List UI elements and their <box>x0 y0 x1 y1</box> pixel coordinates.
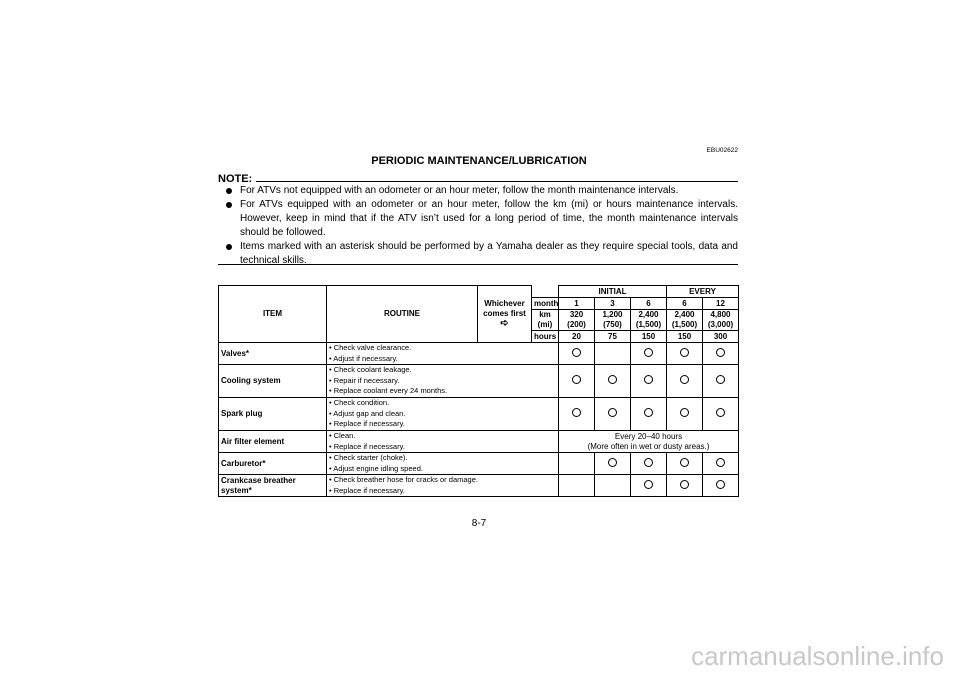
arrow-right-icon: ➪ <box>500 318 509 329</box>
routine-step: • Adjust gap and clean. <box>329 408 406 418</box>
interval-mark <box>559 398 595 431</box>
header-whichever <box>478 286 532 343</box>
document-code: EBU02622 <box>706 147 738 154</box>
header-blank <box>532 286 559 298</box>
hours-value: 150 <box>667 331 703 343</box>
interval-mark <box>667 365 703 398</box>
routine-step: • Adjust engine idling speed. <box>329 463 423 473</box>
interval-mark <box>559 343 595 365</box>
routine-step: • Replace if necessary. <box>329 419 405 429</box>
routine-step: • Replace coolant every 24 months. <box>329 386 448 396</box>
row-item: Carburetor* <box>219 453 327 475</box>
circle-mark-icon <box>608 408 617 417</box>
circle-mark-icon <box>644 408 653 417</box>
routine-step: • Check breather hose for cracks or damage. <box>329 475 478 484</box>
note-bullet <box>226 184 738 198</box>
routine-step: • Check valve clearance. <box>329 343 412 352</box>
bullet-dot-icon <box>226 202 232 208</box>
interval-mark <box>667 475 703 497</box>
routine-step: • Check starter (choke). <box>329 453 408 462</box>
table-row <box>219 431 739 453</box>
interval-mark <box>631 453 667 475</box>
header-routine: ROUTINE <box>327 286 478 343</box>
routine-step: • Replace if necessary. <box>329 441 405 451</box>
unit-hours: hours <box>532 331 559 343</box>
table-row <box>219 475 739 497</box>
circle-mark-icon <box>680 480 689 489</box>
circle-mark-icon <box>644 458 653 467</box>
row-routine <box>327 453 559 475</box>
month-value: 3 <box>595 298 631 310</box>
interval-mark <box>667 398 703 431</box>
note-bullets <box>226 184 738 268</box>
circle-mark-icon <box>608 375 617 384</box>
air-filter-interval <box>559 431 739 453</box>
interval-mark <box>667 343 703 365</box>
interval-mark <box>703 475 739 497</box>
hours-value: 20 <box>559 331 595 343</box>
month-value: 6 <box>631 298 667 310</box>
interval-mark <box>631 398 667 431</box>
table-row <box>219 365 739 398</box>
km-value: 4,800 (3,000) <box>703 310 739 331</box>
routine-step: • Clean. <box>329 431 356 440</box>
km-value: 1,200 (750) <box>595 310 631 331</box>
page-title: PERIODIC MAINTENANCE/LUBRICATION <box>371 155 587 167</box>
row-routine <box>327 365 559 398</box>
interval-mark <box>559 453 595 475</box>
interval-mark <box>703 398 739 431</box>
interval-text: Every 20–40 hours <box>614 431 683 441</box>
row-routine <box>327 475 559 497</box>
circle-mark-icon <box>680 348 689 357</box>
circle-mark-icon <box>644 375 653 384</box>
circle-mark-icon <box>716 408 725 417</box>
row-item: Spark plug <box>219 398 327 431</box>
circle-mark-icon <box>572 375 581 384</box>
routine-step: • Replace if necessary. <box>329 485 405 495</box>
interval-mark <box>631 343 667 365</box>
circle-mark-icon <box>680 375 689 384</box>
row-item: Air filter element <box>219 431 327 453</box>
interval-mark <box>631 365 667 398</box>
interval-mark <box>595 453 631 475</box>
hours-value: 150 <box>631 331 667 343</box>
bullet-dot-icon <box>226 244 232 250</box>
circle-mark-icon <box>716 480 725 489</box>
interval-mark <box>703 343 739 365</box>
km-value: 320 (200) <box>559 310 595 331</box>
routine-step: • Check coolant leakage. <box>329 365 412 375</box>
table-row <box>219 398 739 431</box>
month-value: 12 <box>703 298 739 310</box>
routine-step: • Repair if necessary. <box>329 375 400 385</box>
note-label: NOTE: <box>218 173 255 185</box>
row-routine <box>327 343 559 365</box>
note-rule <box>256 181 738 182</box>
note-bullet <box>226 198 738 240</box>
row-routine <box>327 431 559 453</box>
table-row <box>219 453 739 475</box>
note-bullet-text: Items marked with an asterisk should be performed by a Yamaha dealer as they require special tools, data and technical skills. <box>240 241 738 266</box>
circle-mark-icon <box>716 458 725 467</box>
interval-mark <box>631 475 667 497</box>
month-value: 6 <box>667 298 703 310</box>
interval-mark <box>595 398 631 431</box>
interval-note: (More often in wet or dusty areas.) <box>587 441 710 451</box>
row-routine <box>327 398 559 431</box>
circle-mark-icon <box>680 408 689 417</box>
unit-km: km (mi) <box>532 310 559 331</box>
row-item: Valves* <box>219 343 327 365</box>
interval-mark <box>595 343 631 365</box>
circle-mark-icon <box>644 480 653 489</box>
header-item: ITEM <box>219 286 327 343</box>
header-every: EVERY <box>667 286 739 298</box>
circle-mark-icon <box>716 375 725 384</box>
hours-value: 75 <box>595 331 631 343</box>
interval-mark <box>559 475 595 497</box>
table-row <box>219 343 739 365</box>
page-number: 8-7 <box>471 518 487 529</box>
hours-value: 300 <box>703 331 739 343</box>
circle-mark-icon <box>716 348 725 357</box>
bullet-dot-icon <box>226 188 232 194</box>
interval-mark <box>667 453 703 475</box>
header-initial: INITIAL <box>559 286 667 298</box>
note-end-rule <box>218 264 738 265</box>
interval-mark <box>595 475 631 497</box>
maintenance-table <box>218 285 739 497</box>
routine-step: • Adjust if necessary. <box>329 353 398 363</box>
km-value: 2,400 (1,500) <box>631 310 667 331</box>
note-bullet-text: For ATVs equipped with an odometer or an hour meter, follow the km (mi) or hours maintenance intervals. However, keep in mind that if the ATV isn’t used for a long period of time, the month maintenance intervals should be followed. <box>240 199 738 238</box>
circle-mark-icon <box>680 458 689 467</box>
interval-mark <box>595 365 631 398</box>
km-value: 2,400 (1,500) <box>667 310 703 331</box>
interval-mark <box>703 365 739 398</box>
circle-mark-icon <box>608 458 617 467</box>
whichever-text: Whichever comes first <box>483 299 526 318</box>
watermark: carmanualsonline.info <box>691 641 944 671</box>
circle-mark-icon <box>644 348 653 357</box>
month-value: 1 <box>559 298 595 310</box>
row-item: Crankcase breather system* <box>219 475 327 497</box>
circle-mark-icon <box>572 408 581 417</box>
note-bullet-text: For ATVs not equipped with an odometer or an hour meter, follow the month maintenance intervals. <box>240 185 679 196</box>
interval-mark <box>559 365 595 398</box>
interval-mark <box>703 453 739 475</box>
row-item: Cooling system <box>219 365 327 398</box>
circle-mark-icon <box>572 348 581 357</box>
routine-step: • Check condition. <box>329 398 390 408</box>
unit-month: month <box>532 298 559 310</box>
